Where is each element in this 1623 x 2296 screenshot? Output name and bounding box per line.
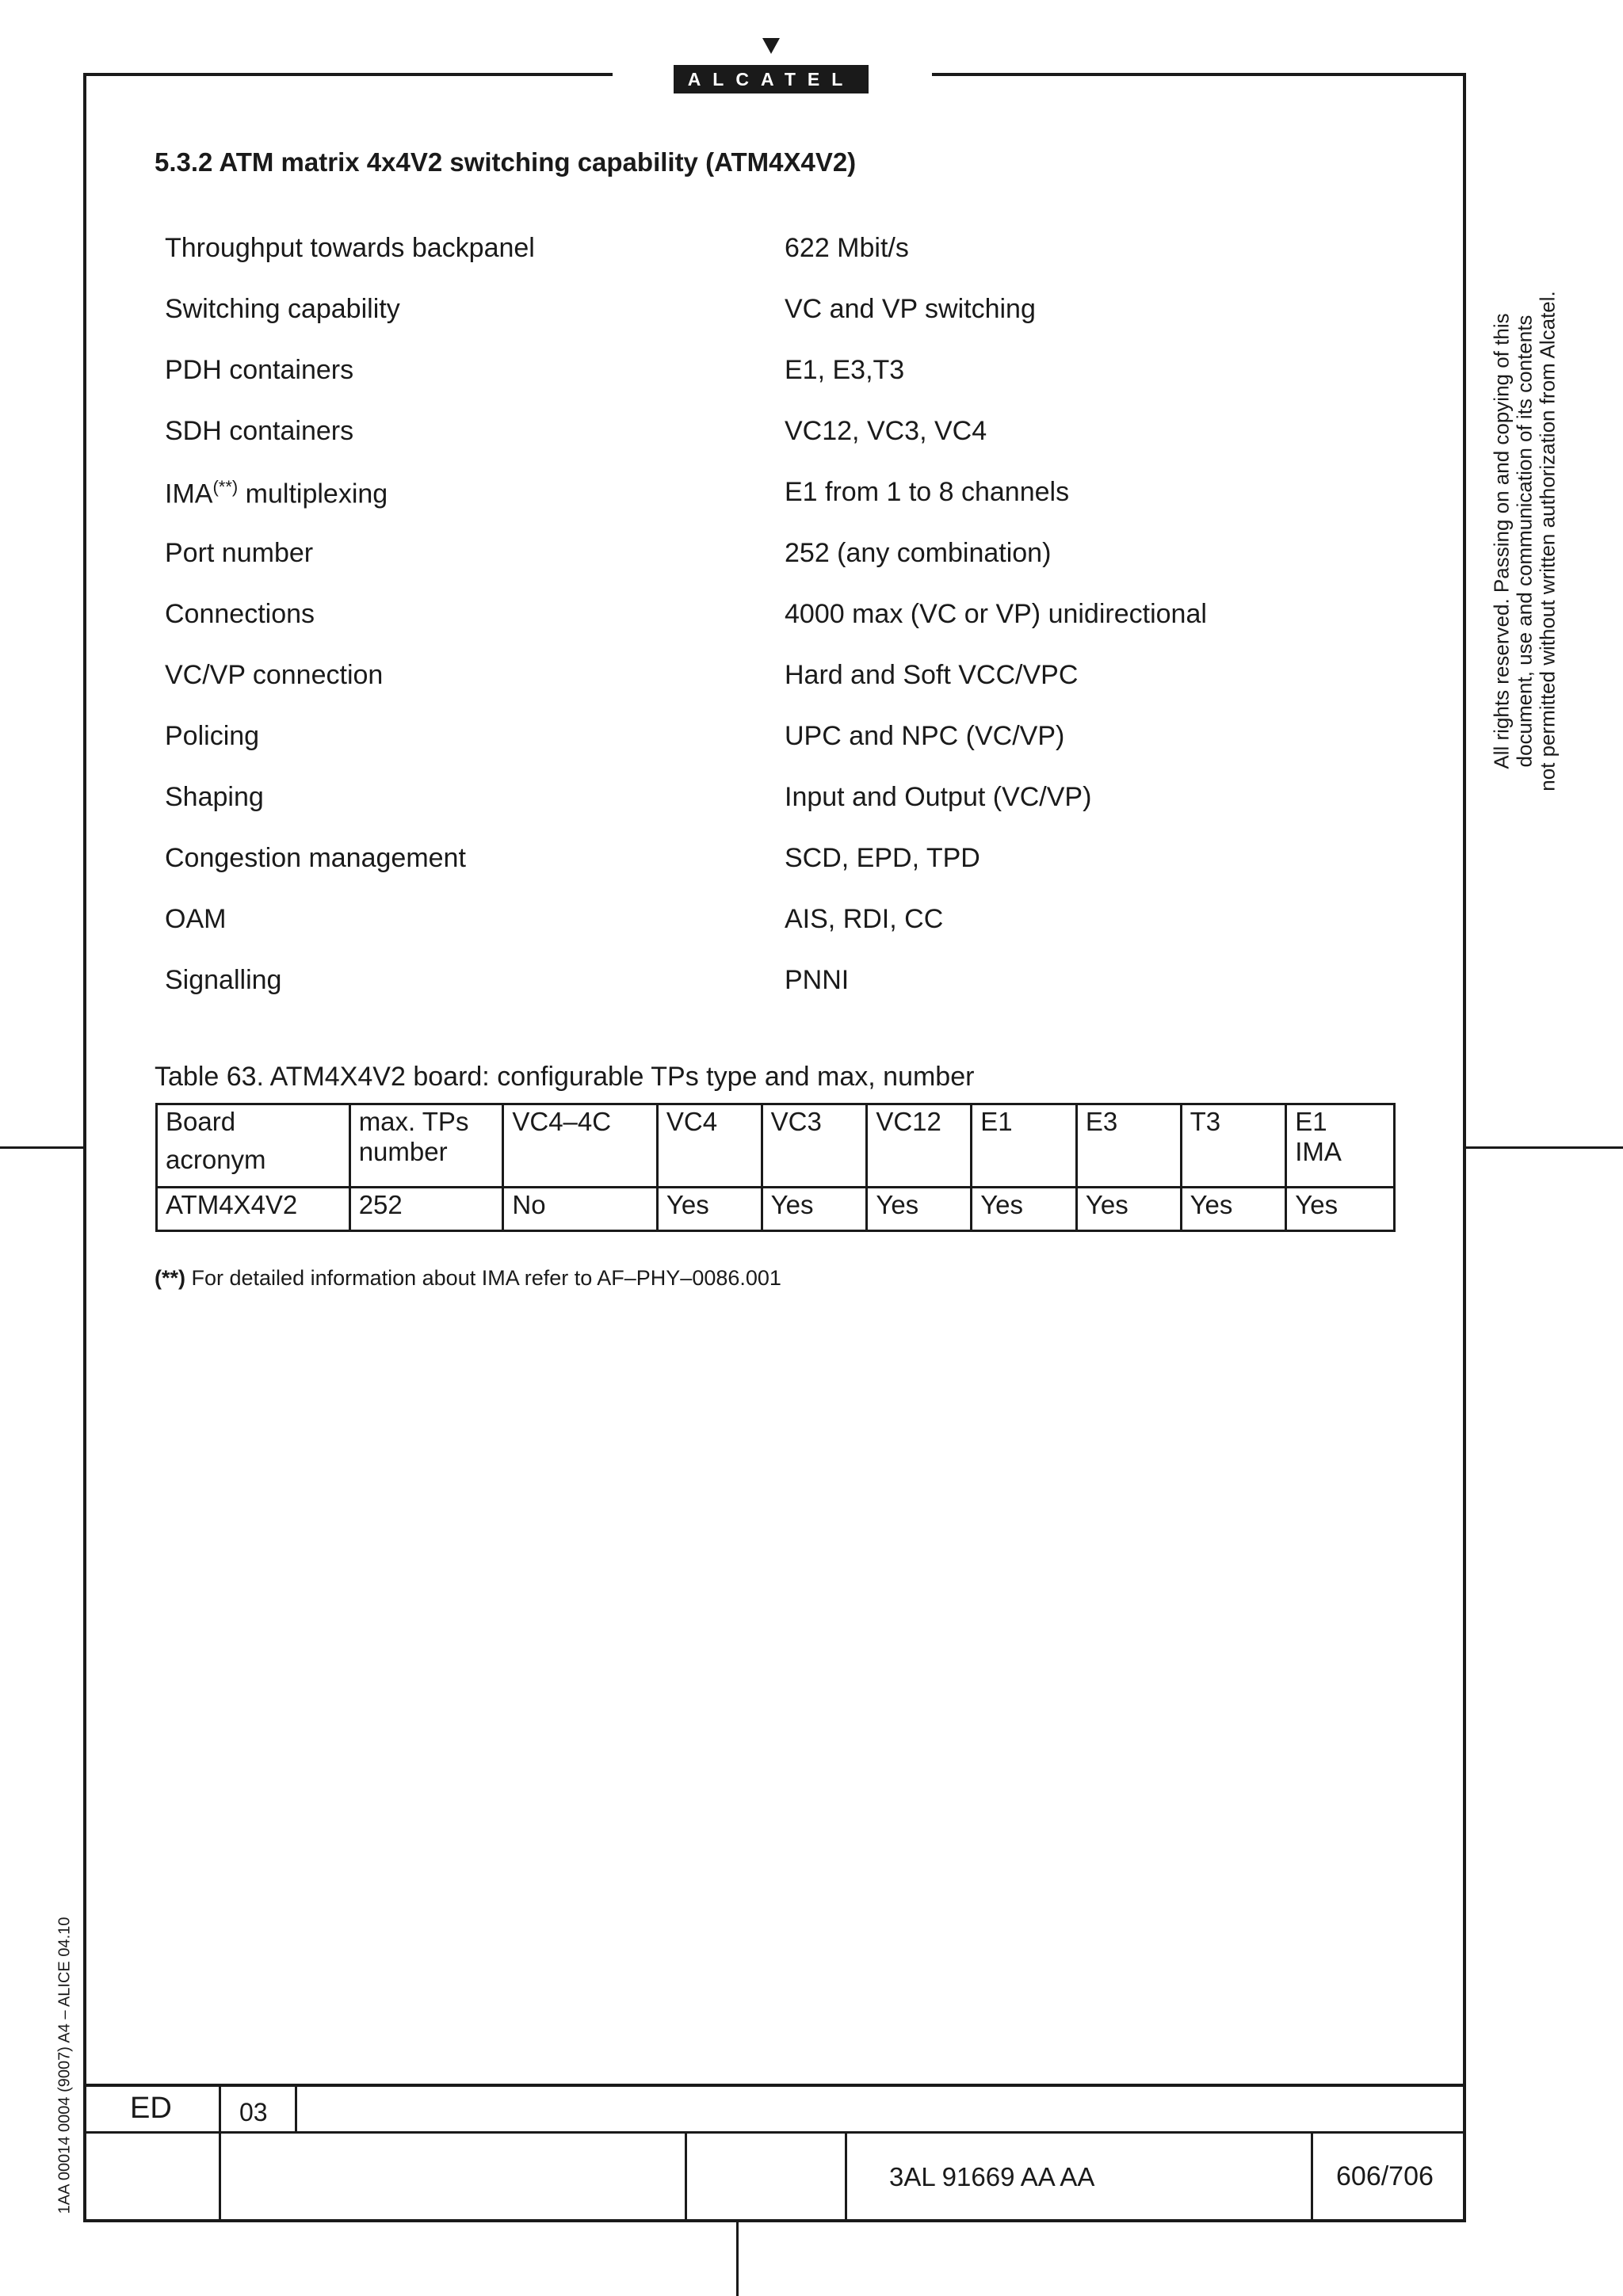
spec-label-text: IMA [165,479,213,509]
spec-label: Shaping [165,782,264,812]
binding-line [736,2222,739,2296]
document-number: 3AL 91669 AA AA [889,2162,1095,2191]
footer-divider [845,2131,847,2222]
edition-label: ED [130,2092,172,2125]
spec-row [165,843,1354,883]
spec-value: Hard and Soft VCC/VPC [785,660,1079,690]
table-header-cell: max. TPs number [349,1104,503,1188]
spec-row [165,904,1354,944]
spec-label: Throughput towards backpanel [165,233,535,263]
spec-row [165,965,1354,1005]
table-cell: 252 [349,1188,503,1231]
table-header-cell: VC4 [657,1104,762,1188]
spec-row [165,660,1354,700]
copyright-note [1491,264,1560,818]
frame-top-right-rule [932,73,1466,76]
spec-row [165,294,1354,334]
spec-label: OAM [165,904,227,934]
logo-triangle-icon [762,38,780,54]
table-header-cell: E1 IMA [1286,1104,1395,1188]
copyright-line: not permitted without written authorization from Alcatel. [1535,291,1560,791]
footer-divider [685,2131,687,2222]
table-header-cell: E1 [972,1104,1077,1188]
logo-wordmark: ALCATEL [674,65,869,93]
footnote-reference: (**) [212,477,239,497]
copyright-line: document, use and communication of its contents [1512,315,1537,768]
spec-value: E1, E3,T3 [785,355,905,385]
table-caption: Table 63. ATM4X4V2 board: configurable TPs type and max, number [155,1062,975,1092]
frame-left-border [83,73,86,2222]
spec-row [165,233,1354,273]
footer-middle-rule [83,2131,1466,2134]
spec-label: Signalling [165,965,282,995]
spec-value: E1 from 1 to 8 channels [785,477,1070,507]
section-heading: 5.3.2 ATM matrix 4x4V2 switching capability (ATM4X4V2) [155,147,857,177]
footer-top-rule [83,2084,1466,2087]
spec-row [165,477,1354,517]
spec-row [165,355,1354,395]
footer-divider [1311,2131,1313,2222]
table-header-cell: VC3 [762,1104,867,1188]
spec-label: PDH containers [165,355,354,385]
table-cell: Yes [1181,1188,1286,1231]
spec-label: Connections [165,599,315,629]
table-cell: Yes [972,1188,1077,1231]
footer-divider [295,2084,297,2133]
spec-value: UPC and NPC (VC/VP) [785,721,1065,751]
spec-value: VC12, VC3, VC4 [785,416,987,446]
tp-table [155,1103,1396,1232]
table-row [157,1188,1395,1231]
spec-label: Port number [165,538,314,568]
spec-value: 252 (any combination) [785,538,1052,568]
table-cell: ATM4X4V2 [157,1188,350,1231]
table-header-cell: VC12 [867,1104,972,1188]
spec-value: 4000 max (VC or VP) unidirectional [785,599,1207,629]
footnote-text: For detailed information about IMA refer to AF–PHY–0086.001 [185,1266,781,1290]
spec-label: Switching capability [165,294,400,324]
spec-row [165,721,1354,761]
spec-label: Policing [165,721,260,751]
spec-value: VC and VP switching [785,294,1036,324]
table-header-cell: Board acronym [157,1104,350,1188]
right-margin-tick [1466,1146,1623,1149]
spec-label: VC/VP connection [165,660,384,690]
spec-label: SDH containers [165,416,354,446]
spec-value: 622 Mbit/s [785,233,909,263]
table-cell: Yes [867,1188,972,1231]
spec-value: PNNI [785,965,850,995]
spec-row [165,782,1354,822]
footnote [155,1266,781,1291]
spec-label-suffix: multiplexing [238,479,388,509]
copyright-line: All rights reserved. Passing on and copying of this [1489,313,1514,769]
footer-divider [219,2084,221,2222]
table-header-cell: T3 [1181,1104,1286,1188]
spec-value: SCD, EPD, TPD [785,843,980,873]
spec-row [165,416,1354,456]
frame-top-left-rule [83,73,613,76]
edition-value: 03 [239,2098,268,2126]
footer-bottom-rule [83,2219,1466,2222]
spec-row [165,599,1354,639]
table-header-cell: E3 [1076,1104,1181,1188]
left-margin-tick [0,1146,83,1149]
spec-row [165,538,1354,578]
table-cell: No [503,1188,658,1231]
table-header-cell: VC4–4C [503,1104,658,1188]
spec-value: AIS, RDI, CC [785,904,944,934]
table-cell: Yes [762,1188,867,1231]
footnote-marker: (**) [155,1266,185,1290]
table-cell: Yes [1076,1188,1181,1231]
form-code: 1AA 00014 0004 (9007) A4 – ALICE 04.10 [55,1917,74,2214]
alcatel-logo [674,38,869,93]
table-cell: Yes [657,1188,762,1231]
page-number: 606/706 [1336,2161,1434,2191]
table-cell: Yes [1286,1188,1395,1231]
spec-value: Input and Output (VC/VP) [785,782,1092,812]
table-header-row [157,1104,1395,1188]
spec-label-ima [165,477,388,509]
spec-label: Congestion management [165,843,466,873]
